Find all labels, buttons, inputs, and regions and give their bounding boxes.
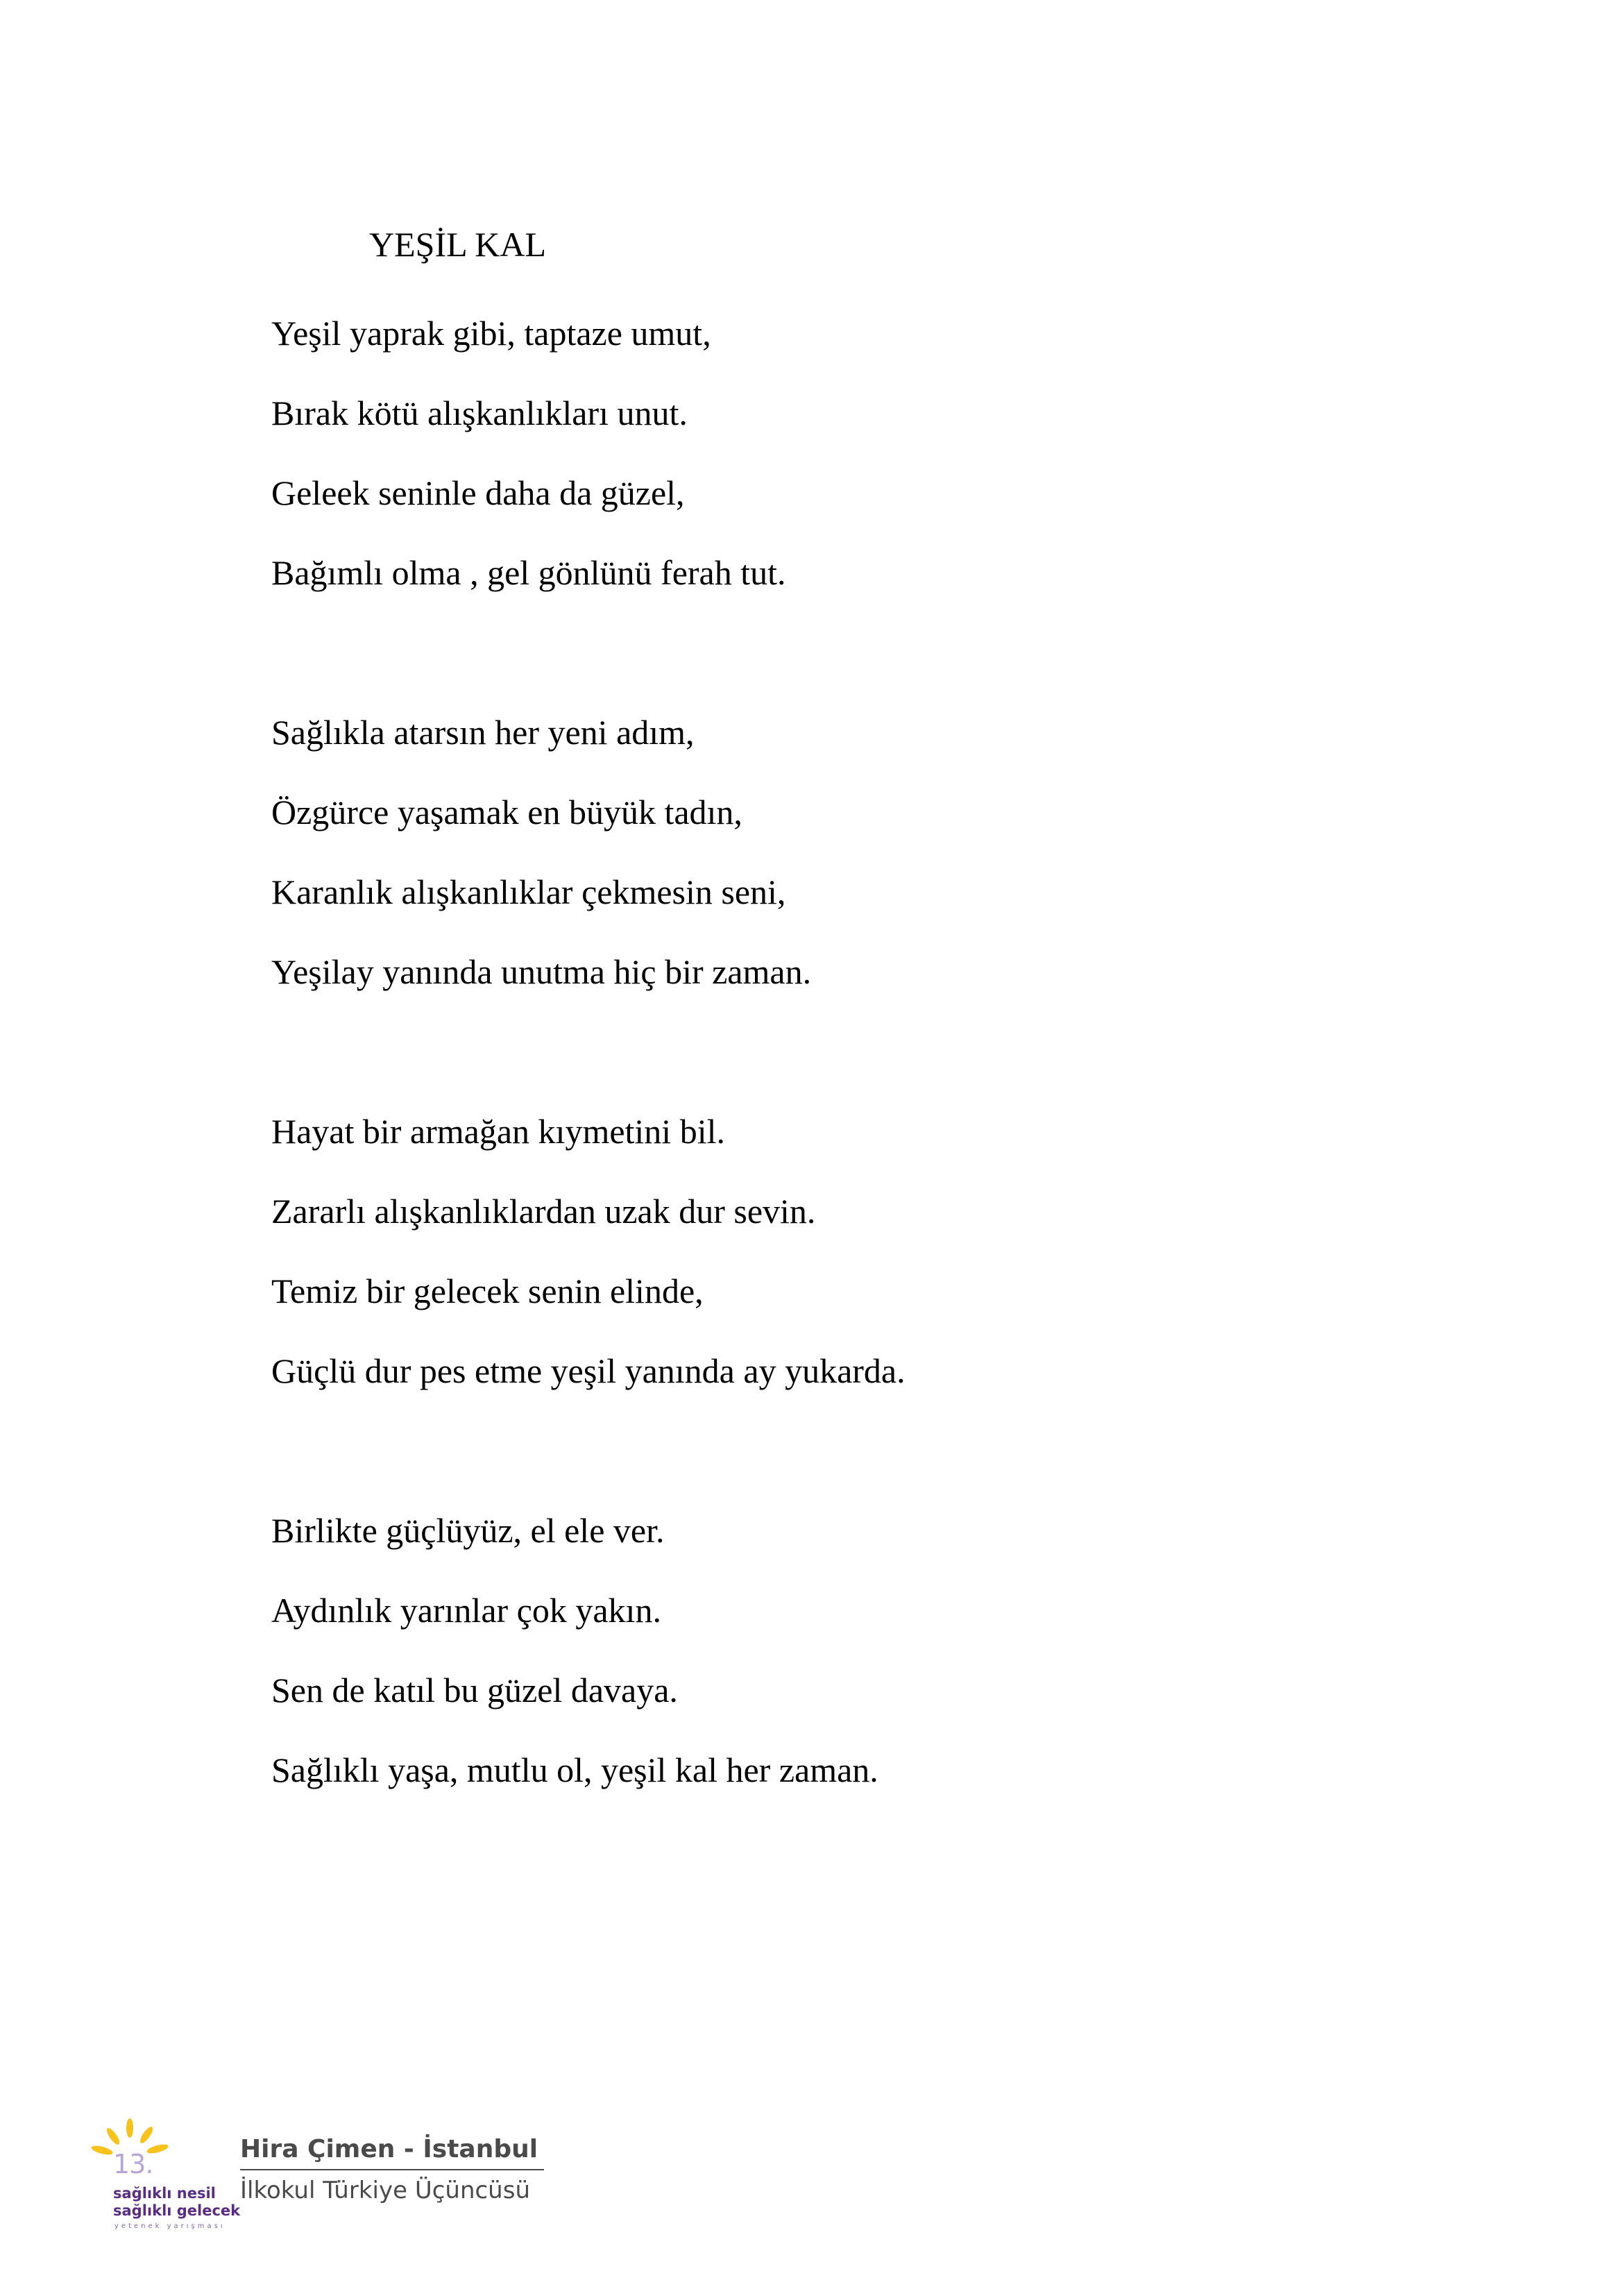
poem-line: Sağlıkla atarsın her yeni adım, (271, 713, 695, 752)
poem-line: Karanlık alışkanlıklar çekmesin seni, (271, 872, 786, 911)
poem-line: Sağlıklı yaşa, mutlu ol, yeşil kal her zaman. (271, 1750, 878, 1789)
author-award: İlkokul Türkiye Üçüncüsü (240, 2177, 530, 2204)
poem-line: Hayat bir armağan kıymetini bil. (271, 1112, 725, 1151)
logo-text-line1: sağlıklı nesil (113, 2185, 216, 2202)
competition-logo (87, 2118, 241, 2240)
logo-text-line3: yetenek yarışması (114, 2222, 226, 2230)
poem-title: YEŞİL KAL (369, 225, 547, 264)
poem-line: Temiz bir gelecek senin elinde, (271, 1272, 704, 1310)
poem-line: Yeşilay yanında unutma hiç bir zaman. (271, 952, 812, 991)
author-name: Hira Çimen - İstanbul (240, 2135, 538, 2163)
poem-line: Geleek seninle daha da güzel, (271, 473, 685, 512)
author-divider (240, 2169, 544, 2170)
poem-line: Aydınlık yarınlar çok yakın. (271, 1591, 661, 1630)
poem-line: Yeşil yaprak gibi, taptaze umut, (271, 314, 711, 353)
logo-text-line2: sağlıklı gelecek (113, 2202, 241, 2219)
logo-number: 13. (113, 2149, 153, 2179)
poem-line: Özgürce yaşamak en büyük tadın, (271, 793, 742, 832)
poem-line: Zararlı alışkanlıklardan uzak dur sevin. (271, 1192, 816, 1231)
poem-line: Sen de katıl bu güzel davaya. (271, 1671, 678, 1710)
poem-line: Bırak kötü alışkanlıkları unut. (271, 394, 688, 432)
poem-line: Güçlü dur pes etme yeşil yanında ay yukarda. (271, 1351, 906, 1390)
poem-line: Birlikte güçlüyüz, el ele ver. (271, 1511, 665, 1550)
poem-line: Bağımlı olma , gel gönlünü ferah tut. (271, 553, 786, 592)
